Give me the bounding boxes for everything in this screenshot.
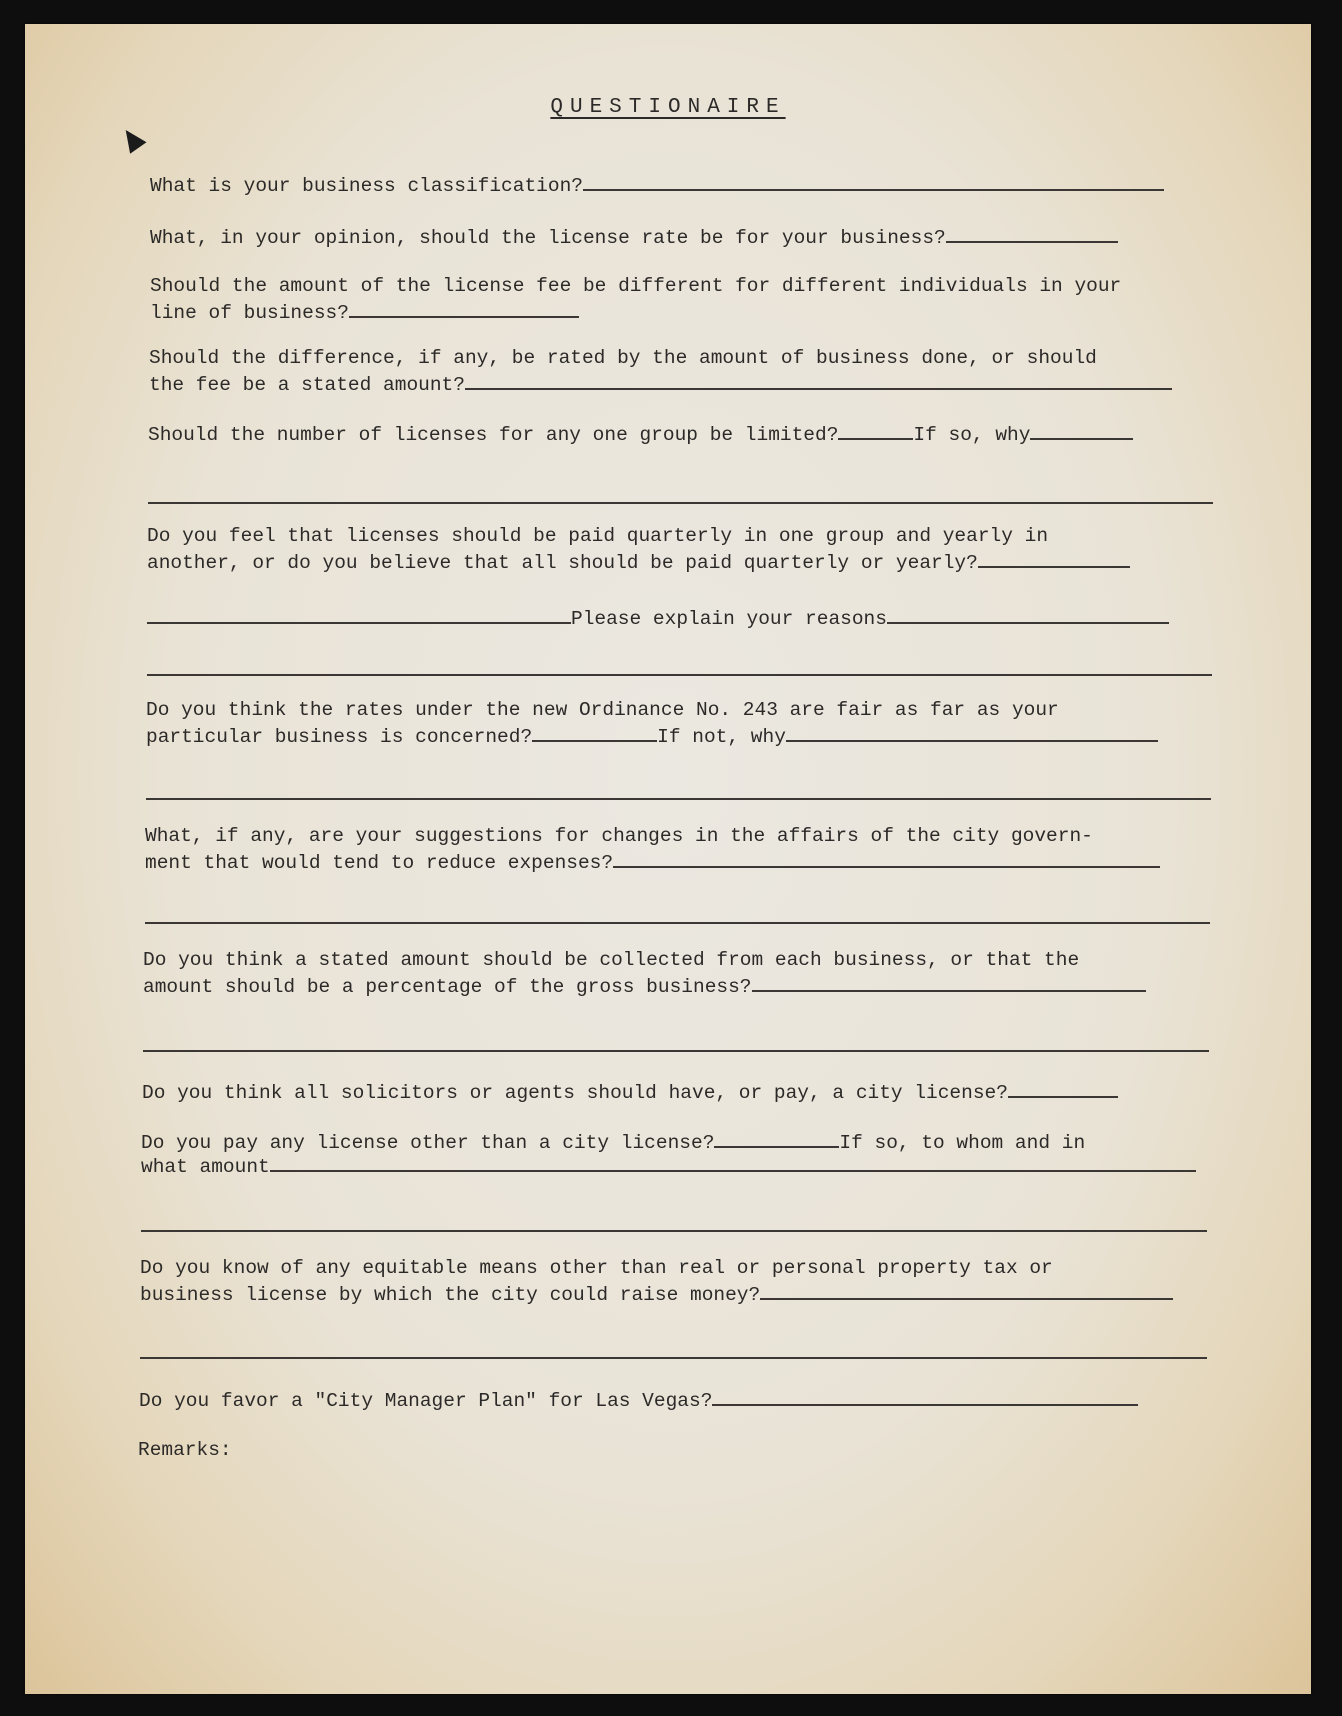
question-other-license-line2: what amount [141,1152,1196,1179]
question-stated-amount: Do you think a stated amount should be collected from each business, or that the [143,949,1080,971]
question-different-fee-line2: line of business? [150,298,579,325]
question-ordinance-rates: Do you think the rates under the new Ordinance No. 243 are fair as far as your [146,699,1059,721]
question-solicitors-license: Do you think all solicitors or agents should have, or pay, a city license? [142,1078,1118,1105]
answer-line[interactable] [349,298,579,318]
questionnaire-sheet [25,24,1311,1694]
answer-line[interactable] [714,1128,839,1148]
question-other-license: Do you pay any license other than a city license? If so, to whom and in [141,1128,1085,1155]
arrow-mark-icon [117,124,146,153]
answer-line[interactable] [838,420,913,440]
question-rated-difference-line2: the fee be a stated amount? [149,370,1172,397]
answer-line[interactable] [532,722,657,742]
remarks-label: Remarks: [138,1439,232,1461]
answer-line[interactable] [946,223,1118,243]
question-city-manager-plan: Do you favor a "City Manager Plan" for Las Vegas? [139,1386,1138,1413]
question-business-classification: What is your business classification? [150,171,1164,198]
answer-line[interactable] [146,798,1211,800]
question-equitable-means-line2: business license by which the city could raise money? [140,1280,1173,1307]
answer-line[interactable] [1008,1078,1118,1098]
answer-line[interactable] [145,922,1210,924]
question-suggestions: What, if any, are your suggestions for changes in the affairs of the city govern- [145,825,1093,847]
answer-line[interactable] [143,1050,1209,1052]
question-quarterly-yearly: Do you feel that licenses should be paid quarterly in one group and yearly in [147,525,1049,547]
page-title: QUESTIONAIRE [550,96,786,119]
question-quarterly-yearly-line2: another, or do you believe that all should be paid quarterly or yearly? [147,548,1130,575]
answer-line[interactable] [148,502,1213,504]
answer-line[interactable] [613,848,1160,868]
question-license-rate: What, in your opinion, should the license rate be for your business? [150,223,1118,250]
explain-reasons-line: Please explain your reasons [147,604,1169,631]
answer-line[interactable] [1030,420,1133,440]
answer-line[interactable] [752,972,1146,992]
answer-line[interactable] [270,1152,1196,1172]
question-different-fee: Should the amount of the license fee be different for different individuals in your [150,275,1122,297]
answer-line[interactable] [712,1386,1138,1406]
answer-line[interactable] [583,171,1164,191]
answer-line[interactable] [465,370,1172,390]
question-suggestions-line2: ment that would tend to reduce expenses? [145,848,1160,875]
answer-line[interactable] [887,604,1169,624]
question-stated-amount-line2: amount should be a percentage of the gross business? [143,972,1146,999]
answer-line[interactable] [147,674,1212,676]
question-number-of-licenses: Should the number of licenses for any one group be limited? If so, why [148,420,1133,447]
answer-line[interactable] [147,604,571,624]
question-rated-difference: Should the difference, if any, be rated by the amount of business done, or should [149,347,1097,369]
answer-line[interactable] [978,548,1130,568]
answer-line[interactable] [786,722,1158,742]
answer-line[interactable] [760,1280,1173,1300]
answer-line[interactable] [141,1230,1207,1232]
answer-line[interactable] [140,1357,1207,1359]
question-equitable-means: Do you know of any equitable means other than real or personal property tax or [140,1257,1053,1279]
question-ordinance-rates-line2: particular business is concerned? If not, why [146,722,1158,749]
